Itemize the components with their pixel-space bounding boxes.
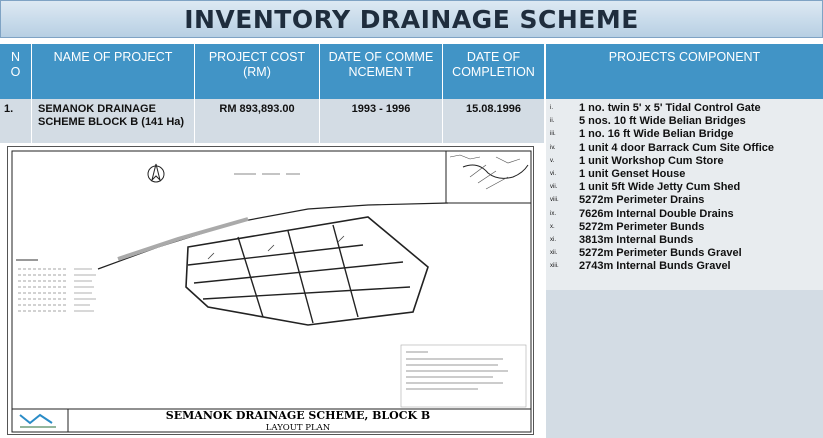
drawing-subtitle: LAYOUT PLAN [265,423,331,433]
item-text: 5272m Perimeter Drains [579,194,705,207]
item-number: iii. [550,131,556,138]
item-number: i. [550,105,553,111]
header-name [32,44,194,99]
item-number: ii. [550,118,555,125]
header-commencement-label: DATE OF COMMENCEMEN T [328,50,434,79]
item-text: 1 unit Workshop Cum Store [579,154,724,167]
item-text: 5 nos. 10 ft Wide Belian Bridges [579,115,746,128]
item-number: xii. [550,250,558,257]
location-map-inset [446,151,531,203]
header-completion [443,44,544,99]
list-item [550,208,774,221]
list-item [550,247,774,260]
header-commencement [320,44,442,99]
legend [16,260,96,311]
layout-plan-drawing [7,146,534,435]
list-item [550,181,774,194]
item-number: x. [550,223,555,230]
item-number: iv. [550,144,556,151]
header-name-label: NAME OF PROJECT [53,50,173,64]
item-number: xi. [550,236,556,243]
cell-no [0,99,31,143]
north-arrow-icon [148,164,164,182]
item-number: vii. [550,184,558,191]
river-shading [118,219,248,259]
header-cost [195,44,319,99]
list-item [550,234,774,247]
cell-name [32,99,194,143]
header-completion-label: DATE OF COMPLETION [452,50,535,79]
layout-plan-svg [8,147,534,435]
header-component [546,44,823,99]
header-no-label: N O [10,50,21,79]
list-item [550,115,774,128]
item-number: vi. [550,170,556,177]
logo-icon [20,415,52,423]
row-completion: 15.08.1996 [465,103,522,115]
item-text: 1 no. twin 5' x 5' Tidal Control Gate [579,102,761,114]
drawing-title: SEMANOK DRAINAGE SCHEME, BLOCK B [165,409,431,422]
list-item [550,128,774,141]
row-name: SEMANOK DRAINAGE SCHEME BLOCK B (141 Ha) [38,103,185,128]
row-no: 1. [4,103,14,115]
list-item [550,155,774,168]
item-text: 1 unit 4 door Barrack Cum Site Office [579,141,774,154]
item-number: xiii. [550,263,559,270]
header-component-label: PROJECTS COMPONENT [608,50,761,64]
title-block [12,409,531,433]
component-panel [546,99,823,438]
item-text: 2743m Internal Bunds Gravel [579,260,731,273]
cell-cost [195,99,319,143]
row-commencement: 1993 - 1996 [351,103,411,115]
list-item [550,102,774,115]
title-bar [0,0,823,38]
header-no [0,44,31,99]
notes-box [401,345,526,407]
item-text: 5272m Perimeter Bunds [579,220,705,233]
item-number: viii. [550,197,559,204]
header-cost-label: PROJECT COST (RM) [208,50,306,79]
list-item [550,221,774,234]
cell-commencement [320,99,442,143]
list-item [550,194,774,207]
item-text: 1 unit Genset House [579,167,686,180]
item-number: v. [550,157,555,164]
river-bank [98,203,448,269]
list-item [550,168,774,181]
item-text: 5272m Perimeter Bunds Gravel [579,247,742,260]
page-title: INVENTORY DRAINAGE SCHEME [184,4,639,34]
row-cost: RM 893,893.00 [219,103,295,115]
item-text: 7626m Internal Double Drains [579,207,734,220]
cell-completion [443,99,544,143]
item-text: 1 no. 16 ft Wide Belian Bridge [579,128,734,141]
list-item [550,260,774,273]
item-text: 3813m Internal Bunds [579,233,694,246]
item-number: ix. [550,210,556,217]
list-item [550,142,774,155]
component-list [550,102,774,273]
item-text: 1 unit 5ft Wide Jetty Cum Shed [579,181,741,194]
